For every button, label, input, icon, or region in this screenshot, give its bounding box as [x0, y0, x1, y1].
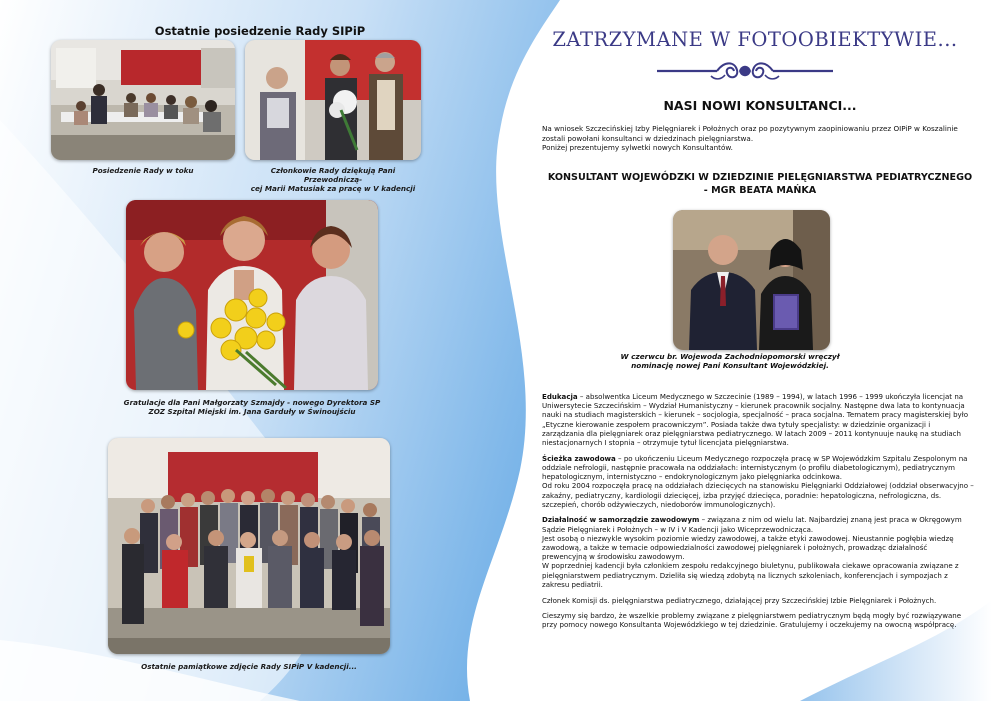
- bio-commission: Członek Komisji ds. pielęgniarstwa pediatrycznego, działającej przy Szczecińskiej Izbie Pielęgniarek i Położnych.: [542, 595, 937, 605]
- bio-text: Od roku 2004 rozpoczęła pracę na oddziałach dziecięcych na stanowisku Pielęgniarki Oddziałowej (oddział obserwacyjno – zakaźny, pediatryczny, kardiologii dziecięcej, izba przyjęć dziecięca, poradnie: hepatologiczna, nefrologiczna, ds. szczepień, chorób odżywieczych, niedoborów immunologicznych).: [542, 481, 974, 509]
- bio-career: [542, 454, 974, 509]
- caption-congratulations-director: [104, 398, 400, 416]
- intro-line: Na wniosek Szczecińskiej Izby Pielęgniarek i Położnych oraz po pozytywnym zaopiniowaniu przez OIPiP w Koszalinie: [542, 124, 958, 133]
- bio-label: Ścieżka zawodowa: [542, 453, 616, 463]
- ornament-divider: [655, 58, 835, 84]
- bio-text: W poprzedniej kadencji była członkiem zespołu redakcyjnego biuletynu, publikowała ciekawe opracowania związane z pielęgniarstwem pediatrycznym. Dzieliła się wiedzą zdobytą na licznych szkoleniach, konferencjach i sympozjach z zakresu pediatrii.: [542, 561, 959, 589]
- page-header-title: ZATRZYMANE W FOTOOBIEKTYWIE...: [552, 28, 958, 51]
- left-page-title: Ostatnie posiedzenie Rady SIPiP: [154, 24, 366, 38]
- caption-line: cej Marii Matusiak za pracę w V kadencji: [250, 184, 416, 193]
- bio-closing: Cieszymy się bardzo, że wszelkie problemy związane z pielęgniarstwem pediatrycznym będą mogły być rozwiązywane przy pomocy nowego Konsultanta Wojewódzkiego w tej dziedzinie. Gratulujemy i oczekujemy na owocną współpracę.: [542, 611, 962, 630]
- bio-self-government: [542, 515, 974, 589]
- photo-congratulations-director: [126, 200, 378, 390]
- caption-line: ZOZ Szpital Miejski im. Jana Garduły w Świnoujściu: [148, 407, 356, 416]
- bio-label: Edukacja: [542, 392, 578, 401]
- bio-text: – absolwentka Liceum Medycznego w Szczecinie (1989 – 1994), w latach 1996 – 1999 ukończyła licencjat na Uniwersytecie Szczecińskim – Wydział Humanistyczny – kierunek pracownik socjalny. Następne dwa lata to kontynuacja nauki na studiach magisterskich – kierunek – socjologia, specjalność – praca socjalna. Tematem pracy magisterskiej było „Etyczne kierowanie zespołem pracowniczym”. Posiada także dwa tytuły specjalisty: w dziedzinie organizacji i zarządzania dla pielęgniarek oraz pielęgniarstwa pediatrycznego. W latach 2009 – 2011 kontynuuje naukę na studiach niestacjonarnych I stopnia – otrzymuje tytuł licencjata pielęgniarstwa.: [542, 392, 969, 448]
- caption-line: W czerwcu br. Wojewoda Zachodniopomorski wręczył: [620, 352, 840, 361]
- bio-education: [542, 392, 974, 447]
- caption-nomination: [600, 352, 860, 371]
- caption-group-council: Ostatnie pamiątkowe zdjęcie Rady SIPiP V kadencji...: [141, 662, 357, 671]
- intro-line: zostali powołani konsultanci w dziedzinach pielęgniarstwa.: [542, 133, 754, 143]
- photo-council-meeting: [51, 40, 235, 160]
- photo-thanking-chairwoman: [245, 40, 421, 160]
- photo-nomination: [673, 210, 830, 350]
- caption-thanking-chairwoman: [243, 166, 423, 193]
- caption-line: Gratulacje dla Pani Małgorzaty Szmajdy - nowego Dyrektora SP: [123, 398, 381, 407]
- consultant-title: [540, 172, 980, 197]
- caption-council-meeting: Posiedzenie Rady w toku: [92, 166, 194, 175]
- bio-text: – związana z nim od wielu lat. Najbardziej znaną jest praca w Okręgowym Sądzie Pielęgniarek i Położnych – w IV i V Kadencji jako Wiceprzewodnicząca.: [542, 515, 962, 534]
- consultant-title-line: - MGR BEATA MAŃKA: [703, 184, 817, 196]
- bio-text: Jest osobą o niezwykle wysokim poziomie wiedzy zawodowej, a także etyki zawodowej. Nieustannie pogłębia wiedzę zawodową, a także w temacie odpowiedzialności zawodowej pielęgniarek i położnych, prowadząc działalność prewencyjną w środowisku zawodowym.: [542, 533, 954, 562]
- photo-group-council: [108, 438, 390, 654]
- bio-text: – po ukończeniu Liceum Medycznego rozpoczęła pracę w SP Wojewódzkim Szpitalu Zespolonym na oddziale nefrologii, następnie pracowała na oddziałach: internistycznym (o profilu diabetologicznym), pediatrycznym hepatologicznym, internistyczno – endokrynologicznym jako pielęgniarka odcinkowa.: [542, 453, 968, 482]
- bio-label: Działalność w samorządzie zawodowym: [542, 515, 700, 525]
- consultant-title-line: KONSULTANT WOJEWÓDZKI W DZIEDZINIE PIELĘGNIARSTWA PEDIATRYCZNEGO: [547, 172, 973, 183]
- intro-line: Poniżej prezentujemy sylwetki nowych Konsultantów.: [542, 143, 733, 153]
- section-title: NASI NOWI KONSULTANCI...: [663, 98, 857, 113]
- intro-text: [542, 124, 974, 153]
- caption-line: Członkowie Rady dziękują Pani Przewodniczą-: [270, 166, 396, 184]
- consultant-bio: [542, 392, 974, 636]
- caption-line: nominację nowej Pani Konsultant Wojewódzkiej.: [631, 361, 829, 371]
